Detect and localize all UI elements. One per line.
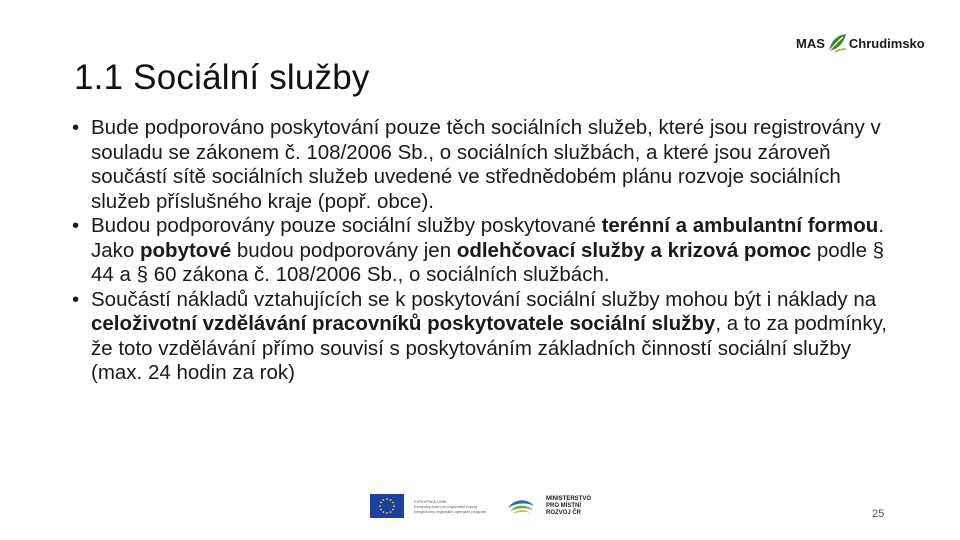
bullet-dot-icon: • xyxy=(72,287,80,311)
bullet-item xyxy=(72,116,892,214)
mas-chrudimsko-logo xyxy=(796,32,925,54)
leaf-icon xyxy=(826,32,848,54)
bullet-text: podle § 44 a § 60 zákona č. 108/2006 Sb., o sociálních službách. xyxy=(91,238,885,286)
eu-star-icon xyxy=(383,511,385,513)
eu-star-icon xyxy=(390,499,392,501)
eu-program-text xyxy=(414,499,496,514)
bullet-text: Součástí nákladů vztahujících se k poskytování sociální služby mohou být i náklady na xyxy=(91,287,877,311)
eu-star-icon xyxy=(386,498,388,500)
eu-star-icon xyxy=(383,499,385,501)
slide-title: 1.1 Sociální služby xyxy=(74,58,370,97)
mmr-logo-icon xyxy=(506,494,536,518)
eu-text-line: EVROPSKÁ UNIE xyxy=(414,498,447,504)
logo-text-mas: MAS xyxy=(796,35,825,51)
bullet-item xyxy=(72,288,892,386)
bullet-text: budou podporovány jen xyxy=(231,238,457,262)
mmr-text-line: ROZVOJ ČR xyxy=(546,509,582,516)
eu-star-icon xyxy=(392,509,394,511)
bullet-text-bold: terénní a ambulantní formou xyxy=(601,214,879,237)
bullet-dot-icon: • xyxy=(72,116,80,139)
mmr-text xyxy=(546,496,600,517)
bullet-text: Budou podporovány pouze sociální služby poskytované xyxy=(91,214,602,237)
bullet-item xyxy=(72,214,892,288)
bullet-list xyxy=(72,116,892,386)
eu-star-icon xyxy=(386,512,388,514)
eu-text-line: Integrovaný regionální operační program xyxy=(414,508,487,514)
bullet-dot-icon: • xyxy=(72,214,80,237)
bullet-text: Bude podporováno poskytování pouze těch sociálních služeb, které jsou registrovány v souladu se zákonem č. 108/2006 Sb., o sociálních službách, a které jsou zároveň součástí sítě sociálních služeb uvedené ve střednědobém plánu rozvoje sociálních služeb příslušného kraje (popř. obce). xyxy=(91,116,881,213)
eu-flag-icon xyxy=(370,494,404,518)
eu-star-icon xyxy=(379,505,381,507)
eu-star-icon xyxy=(380,502,382,504)
page-number: 25 xyxy=(872,508,885,520)
logo-text-chrudimsko: Chrudimsko xyxy=(848,35,925,51)
eu-text-line: Evropský fond pro regionální rozvoj xyxy=(414,503,477,509)
mmr-text-line: MINISTERSTVO xyxy=(546,495,592,502)
bullet-text-bold: pobytové xyxy=(140,238,232,262)
eu-star-icon xyxy=(380,509,382,511)
bullet-text: , a to za podmínky, že toto vzdělávání přímo souvisí s poskytováním základních činností sociální služby (max. 24 hodin za rok) xyxy=(91,312,888,384)
eu-star-icon xyxy=(392,502,394,504)
bullet-text: . Jako xyxy=(91,214,885,262)
bullet-text-bold: odlehčovací služby a krizová pomoc xyxy=(456,238,812,262)
mmr-text-line: PRO MÍSTNÍ xyxy=(546,502,582,509)
eu-star-icon xyxy=(393,505,395,507)
eu-star-icon xyxy=(390,511,392,513)
footer-logos xyxy=(370,494,600,518)
bullet-text-bold: celoživotní vzdělávání pracovníků poskytovatele sociální služby xyxy=(91,312,716,335)
